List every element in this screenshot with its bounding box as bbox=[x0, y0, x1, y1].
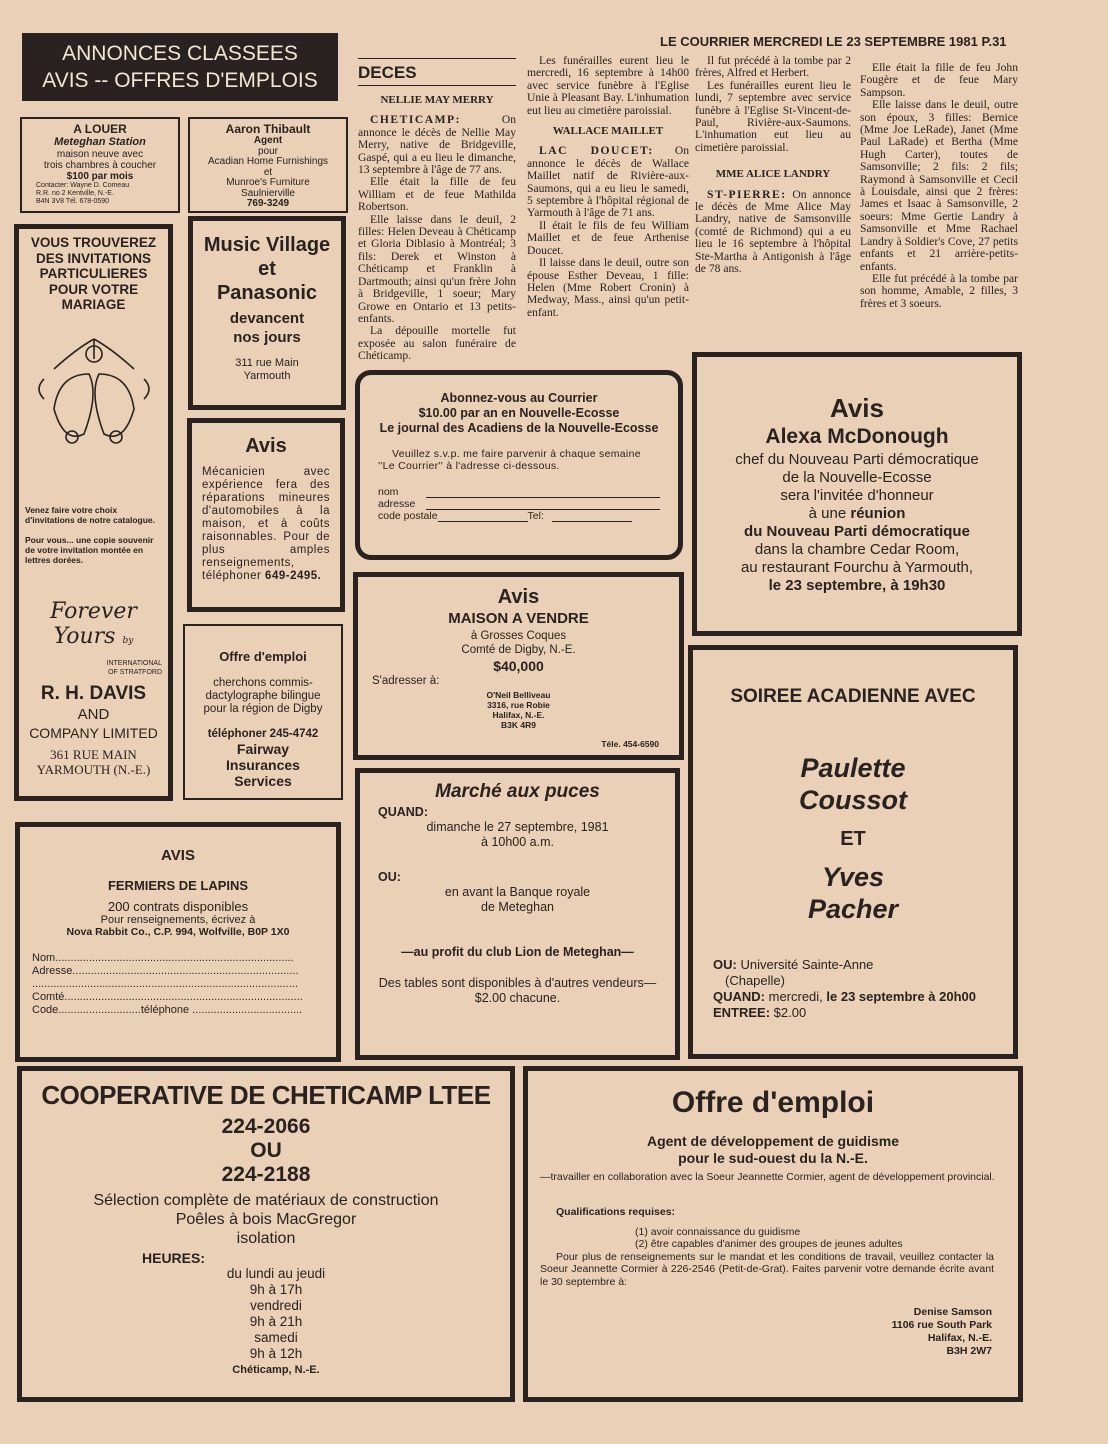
ad-soiree-acadienne bbox=[688, 645, 1018, 1059]
ad-title: VOUS TROUVEREZ DES INVITATIONS PARTICULIERES POUR VOTRE MARIAGE bbox=[30, 235, 157, 312]
performer-name: Yves bbox=[821, 862, 885, 892]
section-subtitle: AVIS -- OFFRES D'EMPLOIS bbox=[42, 69, 318, 92]
obituary-text: Il laisse dans le deuil, outre son épouse Esther Deveau, 1 fille: Helen (Mme Robert Cronin) à Medway, Mass., ainsi qu'un petit-enfant. bbox=[527, 256, 689, 319]
ad-text: nos jours bbox=[233, 329, 301, 346]
ad-phone: 224-2188 bbox=[221, 1163, 311, 1186]
ad-address: Halifax, N.-E. bbox=[927, 1332, 992, 1344]
ad-fermiers-lapins bbox=[15, 822, 341, 1062]
ad-text: Pour vous... une copie souvenir de votre invitation montée en lettres dorées. bbox=[25, 534, 154, 565]
ad-price: $100 par mois bbox=[66, 171, 134, 182]
ad-text: Des tables sont disponibles à d'autres vendeurs—$2.00 chacune. bbox=[378, 976, 657, 1005]
ad-text: et bbox=[263, 166, 273, 178]
contact-name: Denise Samson bbox=[913, 1306, 992, 1318]
opening-hours: 9h à 21h bbox=[249, 1314, 303, 1329]
ad-address: Chéticamp, N.-E. bbox=[232, 1364, 320, 1376]
section-banner bbox=[22, 33, 338, 101]
ad-phone: 769-3249 bbox=[246, 198, 290, 209]
form-field-nom[interactable]: Nom.............................................................................. bbox=[32, 952, 294, 964]
event-time: à 10h00 a.m. bbox=[481, 835, 554, 849]
ad-title: Marché aux puces bbox=[435, 781, 600, 802]
ad-text: devancent bbox=[229, 310, 305, 327]
field-label: Comté bbox=[32, 991, 65, 1003]
ad-text: Comté de Digby, N.-E. bbox=[461, 644, 576, 656]
obituary-text: Les funérailles eurent lieu le lundi, 7 septembre avec service funèbre à l'Eglise St-Vincent-de-Paul, Rivière-aux-Saumons. L'inhumation eut lieu au cimetière paroissial. bbox=[695, 78, 851, 154]
deces-column-3 bbox=[695, 55, 851, 350]
event-place: en avant la Banque royale bbox=[444, 885, 591, 899]
field-adresse[interactable] bbox=[378, 498, 660, 510]
dateline: LAC DOUCET: bbox=[539, 144, 654, 158]
ad-address: Halifax, N.-E. bbox=[492, 710, 545, 720]
form-field-adresse[interactable]: Adresse.......................................................................... bbox=[32, 965, 299, 977]
ad-address: 361 RUE MAIN bbox=[50, 746, 137, 762]
ad-title: Avis bbox=[245, 435, 287, 457]
ad-address: B3K 4R9 bbox=[501, 720, 536, 730]
deces-column-1 bbox=[358, 58, 516, 363]
form-field-adresse-2[interactable]: ....................................................................................... bbox=[32, 978, 298, 990]
ad-text: sera l'invitée d'honneur bbox=[780, 487, 934, 504]
ad-text: à Grosses Coques bbox=[470, 630, 567, 642]
obituary-text: On annonce le décès de Nellie May Merry, native de Bridgeville, Gaspé, qui a eu lieu le dimanche, 13 septembre à l'âge de 77 ans. bbox=[358, 113, 516, 177]
logo-by: by bbox=[122, 635, 134, 646]
ad-title: Panasonic bbox=[216, 282, 318, 304]
performer-name: Paulette bbox=[800, 753, 906, 783]
field-code-postale[interactable] bbox=[378, 510, 660, 522]
ad-text: Saulnierville bbox=[241, 187, 295, 199]
deces-column-2 bbox=[527, 55, 689, 360]
ad-text: OF STRATFORD bbox=[108, 668, 162, 676]
ad-text: chef du Nouveau Parti démocratique bbox=[735, 451, 979, 468]
ad-text: pour bbox=[257, 145, 278, 157]
subscription-price: $10.00 par an en Nouvelle-Ecosse bbox=[418, 406, 620, 420]
ad-text: Munroe's Furniture bbox=[226, 177, 310, 188]
ad-text: isolation bbox=[236, 1230, 296, 1247]
opening-hours: du lundi au jeudi bbox=[226, 1266, 326, 1281]
ad-subtitle: MAISON A VENDRE bbox=[448, 610, 589, 627]
obituary-name: WALLACE MAILLET bbox=[552, 125, 664, 138]
ad-text: à une bbox=[808, 505, 851, 522]
ad-text: cherchons commis- bbox=[213, 677, 313, 689]
ad-text: Venez faire votre choix d'invitations de notre catalogue. bbox=[25, 504, 156, 525]
obituary-text: Les funérailles eurent lieu le mercredi, 16 septembre à 14h00 avec service funèbre à l'Eglise Unie à Pleasant Bay. L'inhumation eut lieu au cimetière paroissial. bbox=[527, 55, 689, 117]
section-heading: DECES bbox=[358, 59, 516, 86]
ad-text: COMPANY LIMITED bbox=[29, 724, 158, 741]
obituary-text: La dépouille mortelle fut exposée au salon funéraire de Chéticamp. bbox=[358, 324, 516, 363]
ad-title: Music Village bbox=[203, 234, 331, 256]
section-title: ANNONCES CLASSEES bbox=[62, 42, 298, 65]
obituary-text: Il fut précédé à la tombe par 2 frères, Alfred et Herbert. bbox=[695, 55, 851, 80]
ad-price: $40,000 bbox=[493, 658, 544, 674]
obituary-text: Elle était la fille de feu William et de feue Mathilda Robertson. bbox=[358, 175, 516, 214]
ad-alexa-mcdonough bbox=[692, 352, 1022, 636]
ad-text: ET bbox=[840, 828, 866, 850]
opening-hours: 9h à 12h bbox=[249, 1346, 303, 1361]
ad-label: OU: bbox=[378, 870, 401, 884]
subscription-title: Abonnez-vous au Courrier bbox=[440, 391, 598, 405]
obituary-text: Elle laisse dans le deuil, 2 filles: Helen Deveau à Chéticamp et Gloria Diblasio à Montréal; 3 fils: Derek et Winston à Chéticamp et Franklin à Dartmouth; ainsi qu'un frère John à Bridgeville, 1 soeur; Mary Growe en Ontario et 13 petits-enfants. bbox=[358, 212, 516, 325]
ad-text: S'adresser à: bbox=[372, 675, 440, 687]
field-label: code postale bbox=[378, 510, 438, 522]
ad-subtitle: FERMIERS DE LAPINS bbox=[107, 878, 249, 893]
ad-aaron-thibault bbox=[188, 117, 348, 213]
ad-label: OU: bbox=[713, 957, 737, 972]
obituary-text: Il était le fils de feu William Maillet et de feue Arthenise Doucet. bbox=[527, 218, 689, 257]
subscription-form bbox=[355, 370, 683, 560]
ad-label: Qualifications requises: bbox=[556, 1205, 676, 1218]
wedding-bells-icon bbox=[24, 319, 164, 479]
ad-text: Pour plus de renseignements sur le mandat et les conditions de travail, veuillez contacter la Soeur Jeannette Cormier à 226-2546 (Petit-de-Grat). Faites parvenir votre demande écrite avant le 30 septembre à: bbox=[540, 1250, 994, 1288]
obituary-text: On annonce le décès de Mme Alice May Landry, native de Samsonville (comté de Richmond) qui a eu lieu le 16 septembre à l'hôpital Ste-Martha à Antigonish à l'âge de 78 ans. bbox=[695, 187, 851, 276]
ad-address: 1106 rue South Park bbox=[891, 1319, 992, 1331]
ad-address: 3316, rue Robie bbox=[487, 700, 550, 710]
ad-address: O'Neil Belliveau bbox=[486, 690, 551, 700]
deces-column-4 bbox=[860, 62, 1018, 332]
dateline: ST-PIERRE: bbox=[707, 187, 787, 201]
qualification-item: (1) avoir connaissance du guidisme bbox=[635, 1225, 801, 1238]
ad-title: Offre d'emploi bbox=[219, 649, 307, 664]
ad-address: YARMOUTH (N.-E.) bbox=[36, 761, 151, 777]
ad-text: —travailler en collaboration avec la Soeur Jeannette Cormier, agent de développement provincial. bbox=[540, 1171, 995, 1183]
ad-title: SOIREE ACADIENNE AVEC bbox=[730, 686, 976, 707]
ad-text: réunion bbox=[850, 505, 906, 522]
ad-text: Agent bbox=[253, 135, 283, 146]
logo-text: Forever Yours bbox=[50, 598, 137, 649]
ad-phone: téléphoner 245-4742 bbox=[207, 728, 319, 740]
field-label: téléphone bbox=[140, 1004, 190, 1016]
ad-label: QUAND: bbox=[713, 989, 765, 1004]
ad-title: Avis bbox=[830, 393, 884, 423]
subscription-text: Veuillez s.v.p. me faire parvenir à chaque semaine ''Le Courrier'' à l'adresse ci-dessous. bbox=[378, 448, 641, 472]
opening-hours: vendredi bbox=[250, 1298, 302, 1313]
ad-title: Avis bbox=[497, 586, 540, 608]
event-date: le 23 septembre à 20h00 bbox=[826, 989, 976, 1004]
obituary-text: Elle était la fille de feu John Fougère et de feue Mary Sampson. bbox=[860, 62, 1018, 99]
ad-text: dactylographe bilingue bbox=[205, 690, 321, 702]
ad-text: INTERNATIONAL bbox=[106, 659, 162, 667]
obituary-name: MME ALICE LANDRY bbox=[715, 168, 831, 181]
ad-title: A LOUER bbox=[73, 122, 127, 136]
field-nom[interactable] bbox=[378, 486, 660, 498]
company-name: R. H. DAVIS bbox=[40, 682, 147, 704]
ad-price: $2.00 bbox=[770, 1005, 807, 1020]
ad-contact: Contacter: Wayne D. Comeau bbox=[36, 182, 130, 189]
ad-text: Sélection complète de matériaux de construction bbox=[93, 1192, 439, 1209]
ad-text: trois chambres à coucher bbox=[43, 160, 157, 171]
form-field-comte[interactable]: Comté.............................................................................. bbox=[32, 991, 303, 1003]
ad-fairway-emploi bbox=[183, 624, 343, 800]
ad-address: Yarmouth bbox=[243, 370, 291, 382]
event-date: mercredi, bbox=[765, 989, 827, 1004]
field-label: Nom bbox=[32, 952, 56, 964]
field-label: Adresse bbox=[32, 965, 73, 977]
performer-name: Pacher bbox=[807, 894, 899, 924]
field-label: Tel: bbox=[527, 510, 544, 522]
obituary-text: Elle fut précédé à la tombe par son homme, Amable, 2 filles, 3 frères et 3 soeurs. bbox=[860, 271, 1018, 310]
performer-name: Coussot bbox=[799, 785, 907, 815]
ad-music-village bbox=[188, 216, 346, 410]
ad-subtitle: Alexa McDonough bbox=[765, 425, 949, 448]
ad-address: Nova Rabbit Co., C.P. 994, Wolfville, B0P 1X0 bbox=[66, 926, 290, 938]
obituary-name: NELLIE MAY MERRY bbox=[380, 94, 494, 106]
ad-contact: B4N 3V8 Tél. 678-0590 bbox=[36, 198, 110, 205]
ad-maison-a-vendre bbox=[353, 572, 684, 760]
ad-phone: Téle. 454-6590 bbox=[601, 739, 659, 749]
company-name: Fairway bbox=[236, 741, 290, 757]
ad-a-louer bbox=[20, 117, 180, 213]
subscription-subtitle: Le journal des Acadiens de la Nouvelle-Ecosse bbox=[379, 421, 659, 435]
ad-title: Aaron Thibault bbox=[225, 122, 311, 136]
company-name: Insurances bbox=[226, 757, 300, 773]
ad-offre-emploi-guidisme bbox=[523, 1066, 1023, 1402]
ad-address: B3H 2W7 bbox=[946, 1345, 992, 1357]
ad-label: HEURES: bbox=[142, 1250, 206, 1266]
ad-text: pour la région de Digby bbox=[203, 703, 323, 715]
ad-cooperative-cheticamp bbox=[17, 1066, 515, 1402]
event-place: Université Sainte-Anne bbox=[736, 957, 874, 972]
obituary-text: On annonce le décès de Wallace Maillet natif de Rivière-aux-Saumons, qui a eu lieu le samedi, 5 septembre à l'hôpital régional de Yarmouth à l'âge de 71 ans. bbox=[527, 144, 689, 220]
ad-subtitle: Agent de développement de guidisme bbox=[646, 1133, 900, 1149]
event-date: le 23 septembre, à 19h30 bbox=[768, 577, 946, 594]
ad-text: Mécanicien avec expérience fera des réparations mineures d'automobiles à la maison, et à coûts raisonnables. Pour de plus amples renseignements, téléphoner bbox=[202, 466, 330, 582]
ad-place: Meteghan Station bbox=[54, 136, 146, 148]
ad-label: ENTREE: bbox=[713, 1005, 771, 1020]
opening-hours: 9h à 17h bbox=[249, 1282, 303, 1297]
ad-contact: R.R. no 2 Kentville, N.-E. bbox=[36, 190, 114, 197]
ad-label: QUAND: bbox=[378, 805, 428, 819]
ad-text: au restaurant Fourchu à Yarmouth, bbox=[740, 559, 974, 576]
ad-address: 311 rue Main bbox=[235, 357, 299, 369]
ad-text: Poêles à bois MacGregor bbox=[175, 1211, 357, 1228]
ad-text: dans la chambre Cedar Room, bbox=[754, 541, 960, 558]
ad-text: maison neuve avec bbox=[56, 149, 144, 160]
ad-text: et bbox=[258, 258, 276, 280]
obituary-text: Elle laisse dans le deuil, outre son époux, 3 filles: Bernice (Mme Joe LeRade), Janet (Mme Paul LaRade) et Bertha (Mme Hugh Carter), toutes de Samsonville; 2 fils: 2 fils; Raymond à Samsonville et Cecil à Louisdale, ainsi que 2 frères: James et Isaac à Samsonville, 2 soeurs: Mme Gertie Landry à Samsonville et Mme Rachael Landry à Soldier's Cove, 27 petits enfants et 21 arrière-petits-enfants. bbox=[860, 98, 1018, 273]
ad-text: 200 contrats disponibles bbox=[107, 899, 249, 914]
qualification-item: (2) être capables d'animer des groupes de jeunes adultes bbox=[635, 1238, 903, 1250]
ad-text: AND bbox=[77, 705, 110, 723]
ad-title: AVIS bbox=[161, 847, 195, 864]
ad-text: —au profit du club Lion de Meteghan— bbox=[401, 945, 634, 959]
ad-title: COOPERATIVE DE CHETICAMP LTEE bbox=[41, 1080, 491, 1110]
company-name: Services bbox=[234, 773, 292, 789]
ad-phone: 649-2495. bbox=[265, 570, 322, 582]
ad-text: de la Nouvelle-Ecosse bbox=[782, 469, 932, 486]
ad-invitations bbox=[14, 224, 173, 801]
event-date: dimanche le 27 septembre, 1981 bbox=[426, 820, 609, 834]
ad-text: du Nouveau Parti démocratique bbox=[744, 523, 970, 540]
ad-text: Acadian Home Furnishings bbox=[207, 156, 329, 167]
ad-mecanicien bbox=[187, 418, 345, 612]
dateline: CHETICAMP: bbox=[370, 113, 461, 127]
forever-yours-logo bbox=[19, 599, 168, 649]
ad-subtitle: pour le sud-ouest du la N.-E. bbox=[678, 1150, 868, 1166]
field-label: Code bbox=[32, 1004, 59, 1016]
event-place: de Meteghan bbox=[481, 900, 554, 914]
form-field-code[interactable]: Code...........................téléphone .................................... bbox=[32, 1004, 303, 1016]
field-label: adresse bbox=[378, 498, 416, 510]
ad-phone: 224-2066 bbox=[221, 1115, 311, 1138]
opening-hours: samedi bbox=[254, 1330, 298, 1345]
ad-text: OU bbox=[250, 1139, 282, 1162]
ad-text: Pour renseignements, écrivez à bbox=[100, 914, 256, 926]
masthead: LE COURRIER MERCREDI LE 23 SEPTEMBRE 1981 P.31 bbox=[660, 34, 1007, 49]
event-place: (Chapelle) bbox=[725, 973, 785, 988]
field-label: nom bbox=[378, 486, 399, 498]
ad-marche-aux-puces bbox=[355, 768, 680, 1060]
ad-title: Offre d'emploi bbox=[671, 1086, 875, 1119]
